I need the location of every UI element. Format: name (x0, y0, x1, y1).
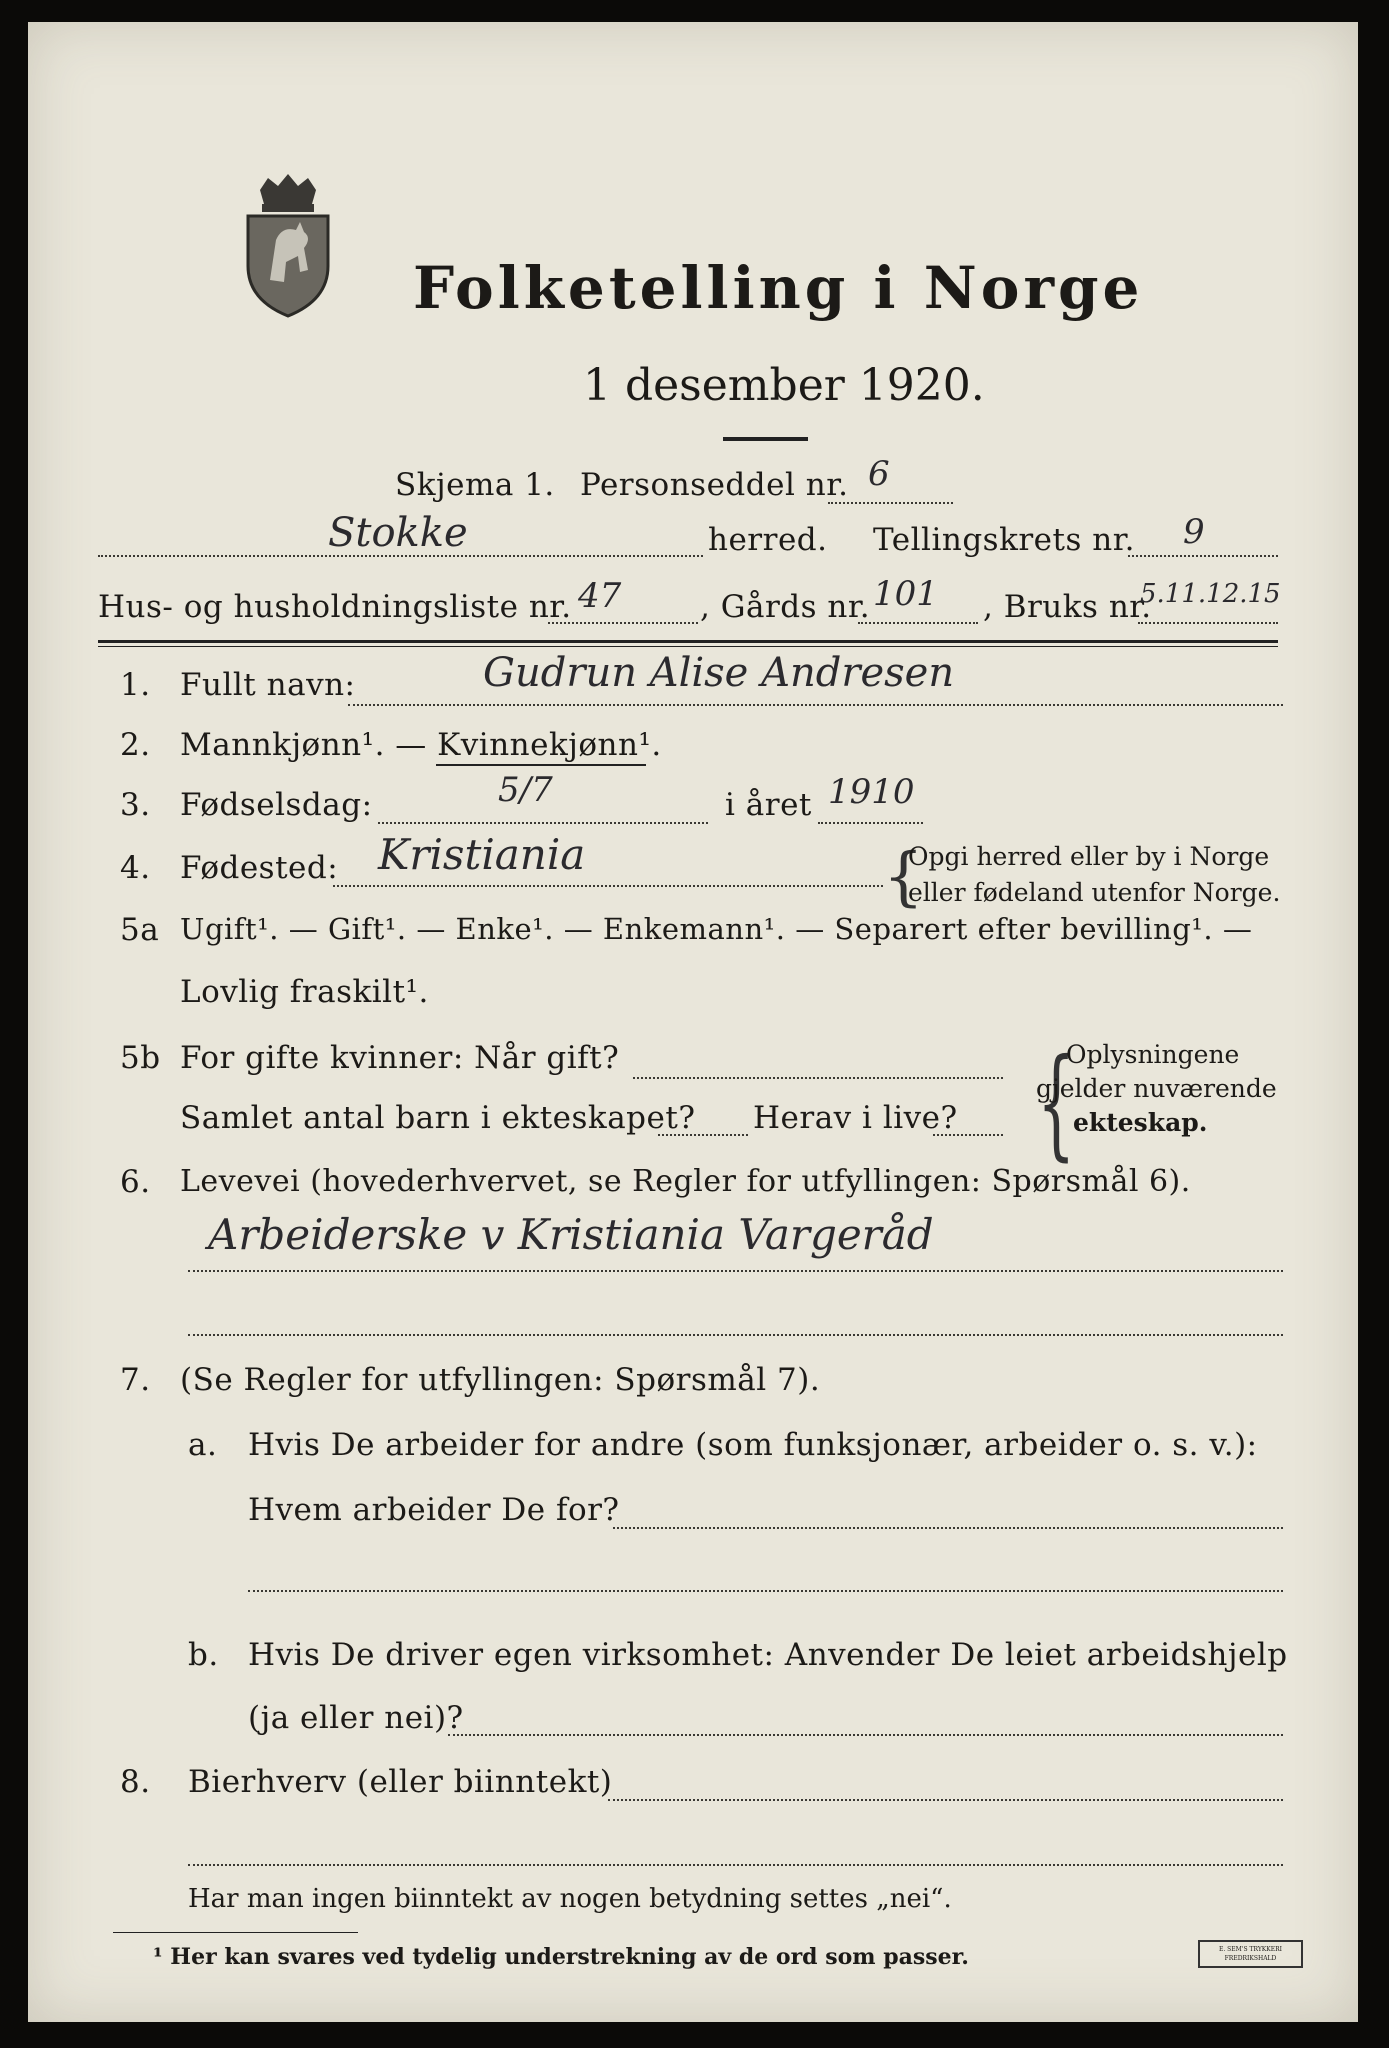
q6-number: 6. (120, 1164, 151, 1200)
q4-line (333, 885, 883, 887)
husliste-label: Hus- og husholdningsliste nr. (98, 589, 572, 625)
husliste-line (548, 622, 698, 624)
q8-line (608, 1799, 1283, 1801)
q5b-alive-label: Herav i live? (753, 1100, 958, 1136)
q5b-married-line (633, 1077, 1003, 1079)
herred-label: herred. (708, 522, 828, 558)
q1-full-name-value[interactable]: Gudrun Alise Andresen (483, 650, 955, 696)
bruks-value[interactable]: 5.11.12.15 (1140, 579, 1281, 609)
q1-line (348, 704, 1283, 706)
personseddel-value[interactable]: 6 (868, 454, 890, 494)
norwegian-coat-of-arms (238, 170, 338, 320)
q7b-label: Hvis De driver egen virksomhet: Anvender De leiet arbeidshjelp (248, 1637, 1288, 1673)
q7b-letter: b. (188, 1637, 219, 1673)
personseddel-line (828, 502, 953, 504)
form-title: Folketelling i Norge (413, 254, 1144, 322)
q6-line-2 (188, 1334, 1283, 1336)
q5b-children-label: Samlet antal barn i ekteskapet? (180, 1100, 696, 1136)
q4-note-line2: eller fødeland utenfor Norge. (908, 878, 1281, 907)
q8-line-2 (188, 1864, 1283, 1866)
q5b-alive-line (933, 1134, 1003, 1136)
q7-number: 7. (120, 1362, 151, 1398)
printer-stamp: E. SEM'S TRYKKERI FREDRIKSHALD (1198, 1940, 1303, 1968)
title-divider (723, 437, 808, 441)
q5b-note-line2: gjelder nuværende (1036, 1074, 1277, 1103)
footnote-rule (113, 1932, 358, 1933)
q4-note-line1: Opgi herred eller by i Norge (908, 842, 1270, 871)
q5b-married-when-label: For gifte kvinner: Når gift? (180, 1040, 620, 1076)
form-subtitle: 1 desember 1920. (583, 360, 985, 411)
gards-line (858, 622, 978, 624)
skjema-label: Skjema 1. (395, 467, 555, 503)
q7b-line (448, 1734, 1283, 1736)
q7a-line-2 (248, 1590, 1283, 1592)
q5a-marital-options: Ugift¹. — Gift¹. — Enke¹. — Enkemann¹. — Separert efter bevilling¹. — (180, 912, 1253, 946)
q5b-number: 5b (120, 1040, 161, 1076)
header-rule (98, 640, 1278, 643)
q3-date-line (378, 822, 708, 824)
herred-value[interactable]: Stokke (328, 510, 468, 556)
q4-number: 4. (120, 850, 151, 886)
q3-year-line (818, 822, 923, 824)
q5b-note-line1: Oplysningene (1066, 1040, 1240, 1069)
q3-year-value[interactable]: 1910 (828, 772, 915, 812)
q2-number: 2. (120, 727, 151, 763)
q4-note-brace: { (883, 840, 924, 914)
q5b-children-line (658, 1134, 748, 1136)
census-form-page (28, 22, 1358, 2022)
q8-number: 8. (120, 1764, 151, 1800)
bruks-line (1138, 622, 1278, 624)
q3-year-label: i året (725, 787, 812, 823)
gards-label: , Gårds nr. (700, 589, 871, 625)
q1-label: Fullt navn: (180, 667, 356, 703)
gards-value[interactable]: 101 (873, 574, 938, 614)
q5b-note-line3: ekteskap. (1073, 1108, 1208, 1137)
q7a-label: Hvis De arbeider for andre (som funksjonær, arbeider o. s. v.): (248, 1427, 1258, 1463)
q2-kvinnekjonn-underline (436, 764, 646, 766)
q7b-hired-help-label: (ja eller nei)? (248, 1700, 464, 1736)
q7a-employer-line (613, 1527, 1283, 1529)
q5a-marital-options-2: Lovlig fraskilt¹. (180, 974, 429, 1010)
q4-label: Fødested: (180, 850, 339, 886)
q5b-note-brace: { (1037, 1034, 1076, 1173)
tellingskrets-value[interactable]: 9 (1183, 512, 1205, 552)
header-rule-thin (98, 646, 1278, 647)
personseddel-label: Personseddel nr. (580, 467, 849, 503)
q3-label: Fødselsdag: (180, 787, 373, 823)
q6-line-1 (188, 1270, 1283, 1272)
q7-label: (Se Regler for utfyllingen: Spørsmål 7). (180, 1362, 821, 1398)
husliste-value[interactable]: 47 (578, 576, 622, 616)
q2-gender-options: Mannkjønn¹. — Kvinnekjønn¹. (180, 727, 662, 763)
q8-note: Har man ingen biinntekt av nogen betydning settes „nei“. (188, 1884, 952, 1914)
q4-birthplace-value[interactable]: Kristiania (378, 830, 586, 879)
q8-label: Bierhverv (eller biinntekt) (188, 1764, 613, 1800)
bruks-label: , Bruks nr. (983, 589, 1152, 625)
q7a-letter: a. (188, 1427, 218, 1463)
tellingskrets-line (1128, 555, 1278, 557)
footnote: ¹ Her kan svares ved tydelig understrekning av de ord som passer. (153, 1944, 969, 1970)
q1-number: 1. (120, 667, 151, 703)
q5a-number: 5a (120, 912, 160, 948)
q3-birthdate-value[interactable]: 5/7 (498, 770, 553, 810)
q3-number: 3. (120, 787, 151, 823)
q7a-employer-label: Hvem arbeider De for? (248, 1492, 620, 1528)
tellingskrets-label: Tellingskrets nr. (873, 522, 1135, 558)
q6-label: Levevei (hovederhvervet, se Regler for utfyllingen: Spørsmål 6). (180, 1164, 1191, 1199)
q6-occupation-value[interactable]: Arbeiderske v Kristiania Vargeråd (208, 1210, 934, 1259)
